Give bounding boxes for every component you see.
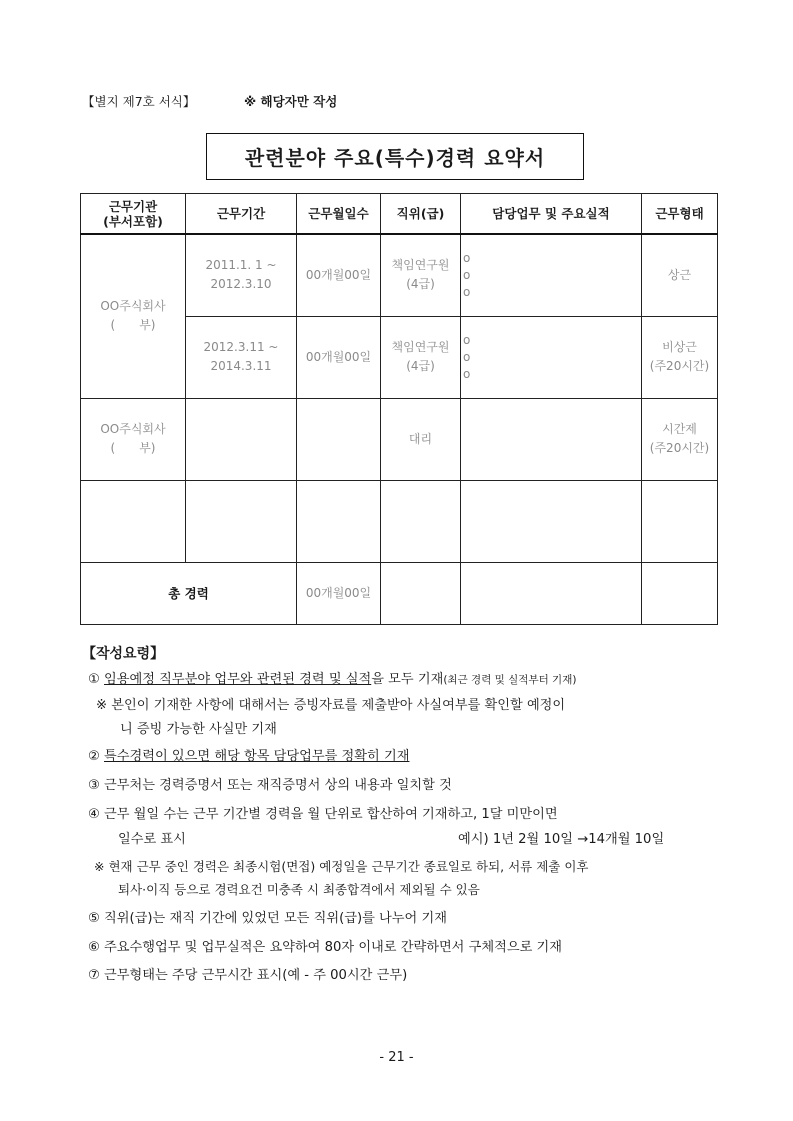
period-cell: 2011.1. 1 ~ 2012.3.10 [186, 234, 297, 316]
table-row [81, 480, 718, 562]
total-label: 총 경력 [81, 562, 297, 624]
type-cell: 시간제 (주20시간) [642, 398, 718, 480]
days-cell [297, 398, 381, 480]
days-cell: 00개월00일 [297, 234, 381, 316]
company-cell [81, 480, 186, 562]
position-cell [381, 480, 461, 562]
table-row [81, 398, 718, 480]
type-cell [642, 480, 718, 562]
company-cell: OO주식회사 ( 부) [81, 398, 186, 480]
career-summary-table [80, 193, 718, 625]
type-cell: 비상근 (주20시간) [642, 316, 718, 398]
table-header-row [81, 194, 718, 235]
header-position: 직위(급) [381, 194, 461, 235]
duty-cell [461, 398, 642, 480]
guide-item-1: ① 임용예정 직무분야 업무와 관련된 경력 및 실적을 모두 기재(최근 경력 및 실적부터 기재) [88, 672, 577, 687]
guide-note-2-cont: 퇴사·이직 등으로 경력요건 미충족 시 최종합격에서 제외될 수 있음 [118, 882, 480, 897]
position-cell: 책임연구원 (4급) [381, 316, 461, 398]
header-period: 근무기간 [186, 194, 297, 235]
header-duty: 담당업무 및 주요실적 [461, 194, 642, 235]
days-cell [297, 480, 381, 562]
header-days: 근무월일수 [297, 194, 381, 235]
guide-item-4: ④ 근무 월일 수는 근무 기간별 경력을 월 단위로 합산하여 기재하고, 1달 미만이면 [88, 807, 558, 822]
company-cell: OO주식회사 ( 부) [81, 234, 186, 398]
duty-cell: o o o [461, 316, 642, 398]
header-type: 근무형태 [642, 194, 718, 235]
form-header [82, 92, 338, 110]
duty-cell [461, 480, 642, 562]
guide-note-2: ※ 현재 근무 중인 경력은 최종시험(면접) 예정일을 근무기간 종료일로 하되, 서류 제출 이후 [94, 859, 589, 874]
total-days: 00개월00일 [297, 562, 381, 624]
guide-item-7: ⑦ 근무형태는 주당 근무시간 표시(예 - 주 00시간 근무) [88, 968, 408, 983]
total-type-cell [642, 562, 718, 624]
page-number: - 21 - [379, 1050, 414, 1065]
period-cell [186, 480, 297, 562]
days-cell: 00개월00일 [297, 316, 381, 398]
position-cell: 대리 [381, 398, 461, 480]
guide-note-1: ※ 본인이 기재한 사항에 대해서는 증빙자료를 제출받아 사실여부를 확인할 예정이 [96, 698, 566, 713]
total-position-cell [381, 562, 461, 624]
guide-item-6: ⑥ 주요수행업무 및 업무실적은 요약하여 80자 이내로 간략하면서 구체적으로 기재 [88, 940, 562, 955]
header-institution: 근무기관 (부서포함) [81, 194, 186, 235]
guide-title: 【작성요령】 [82, 646, 165, 662]
guide-item-2: ② 특수경력이 있으면 해당 항목 담당업무를 정확히 기재 [88, 749, 410, 764]
page-title: 관련분야 주요(특수)경력 요약서 [206, 133, 584, 180]
guide-example: 예시) 1년 2월 10일 →14개월 10일 [458, 832, 665, 847]
guide-note-1-cont: 니 증빙 가능한 사실만 기재 [120, 722, 277, 737]
position-cell: 책임연구원 (4급) [381, 234, 461, 316]
guide-item-3: ③ 근무처는 경력증명서 또는 재직증명서 상의 내용과 일치할 것 [88, 778, 452, 793]
guide-item-5: ⑤ 직위(급)는 재직 기간에 있었던 모든 직위(급)를 나누어 기재 [88, 911, 447, 926]
total-duty-cell [461, 562, 642, 624]
duty-cell: o o o [461, 234, 642, 316]
total-row [81, 562, 718, 624]
form-label: 【별지 제7호 서식】 [82, 94, 196, 109]
applicable-note: ※ 해당자만 작성 [244, 94, 338, 109]
table-row [81, 234, 718, 316]
period-cell: 2012.3.11 ~ 2014.3.11 [186, 316, 297, 398]
period-cell [186, 398, 297, 480]
guide-item-4-cont: 일수로 표시 예시) 1년 2월 10일 →14개월 10일 [118, 830, 718, 850]
type-cell: 상근 [642, 234, 718, 316]
